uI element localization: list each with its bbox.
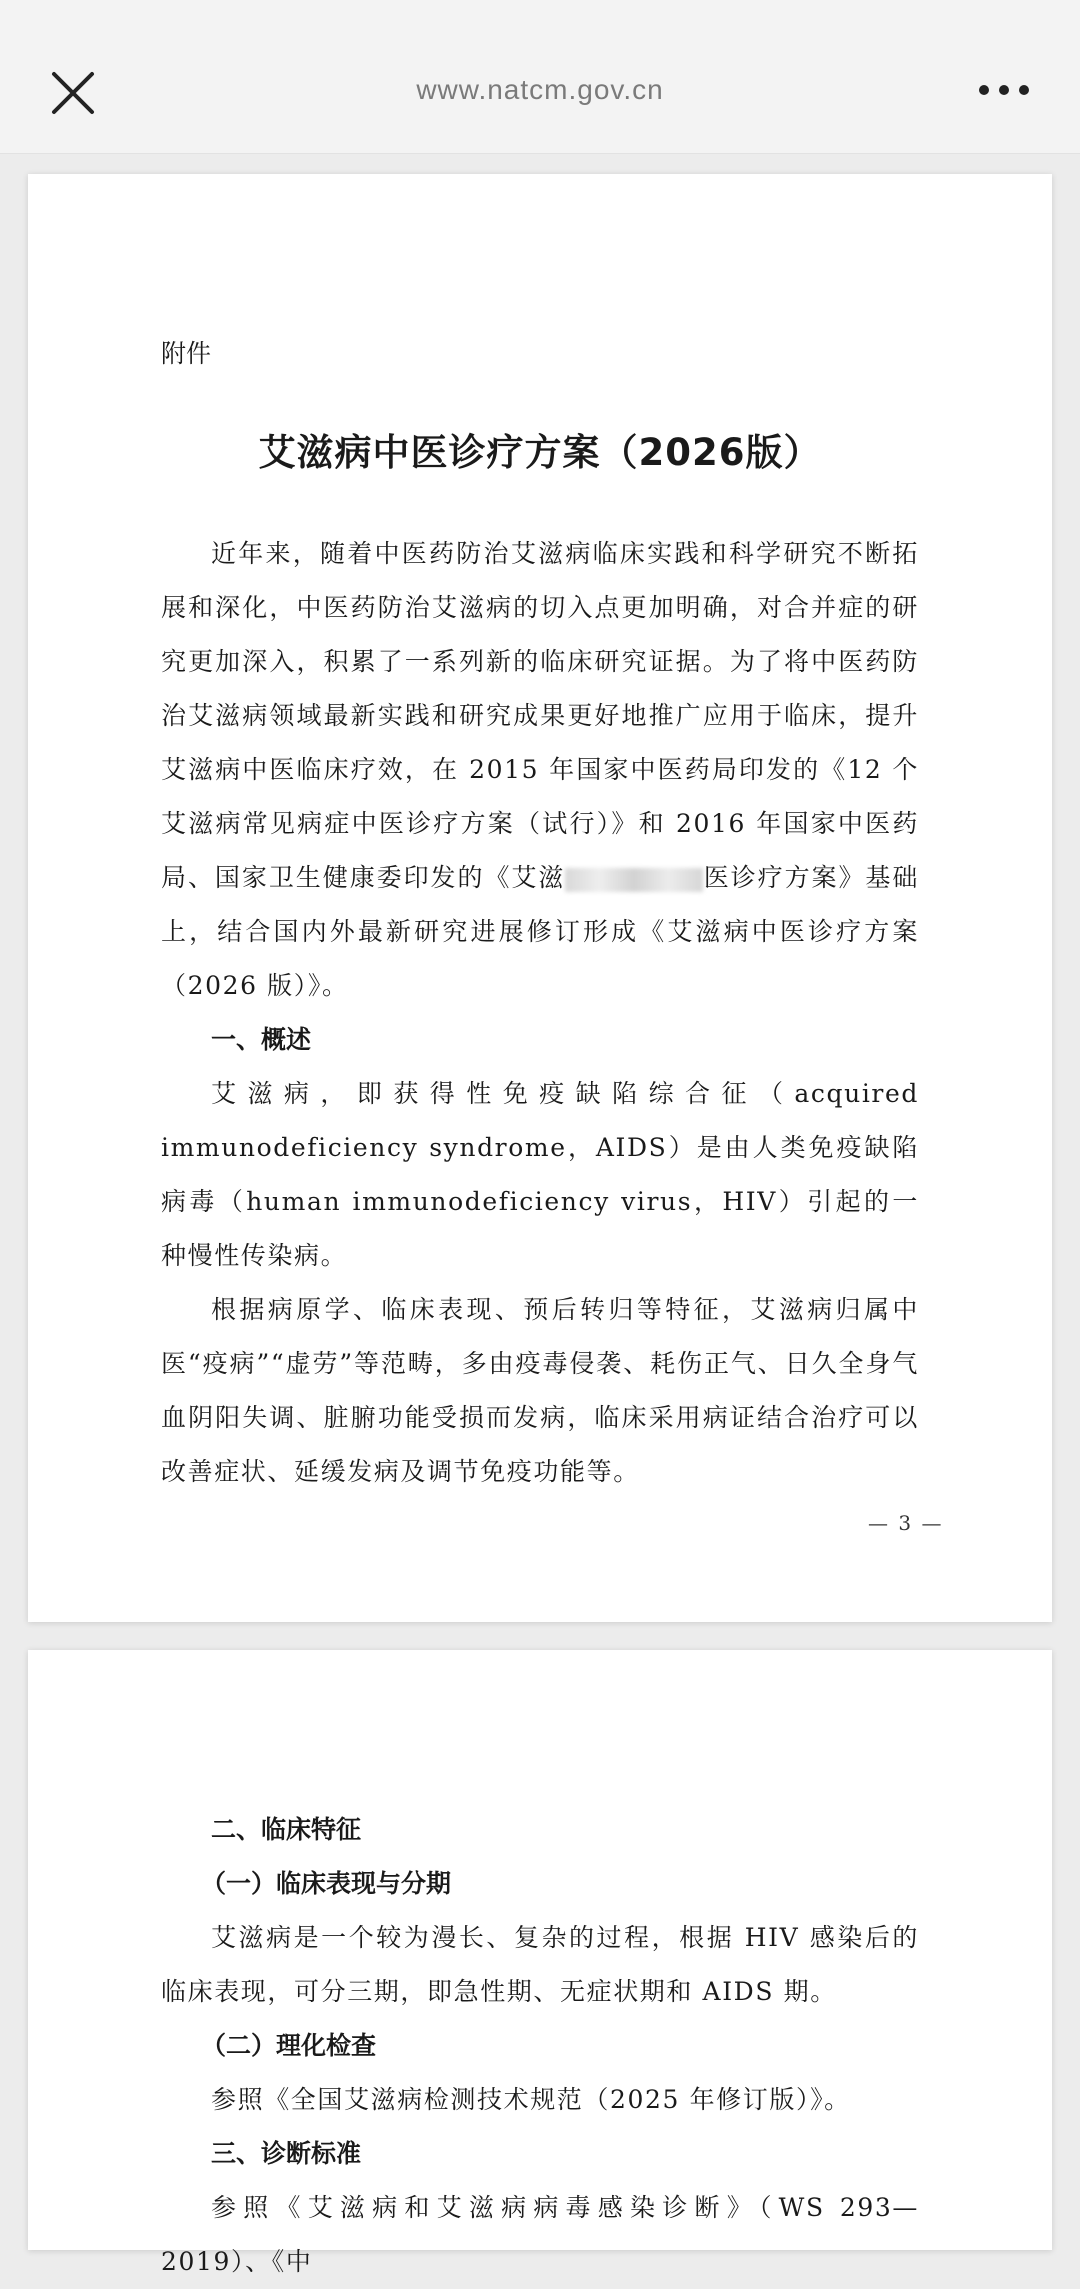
section-1-paragraph-1: 艾滋病，即获得性免疫缺陷综合征（acquired immunodeficiency syndrome，AIDS）是由人类免疫缺陷病毒（human immunodeficiency virus，HIV）引起的一种慢性传染病。	[161, 1079, 919, 1270]
section-3-heading: 三、诊断标准	[211, 2139, 362, 2168]
document-page-2	[28, 1650, 1052, 2276]
subsection-1-heading: （一）临床表现与分期	[201, 1869, 452, 1898]
page-number: — 3 —	[868, 1511, 944, 1535]
subsection-2-paragraph: 参照《全国艾滋病检测技术规范（2025 年修订版）》。	[211, 2085, 851, 2114]
document-title: 艾滋病中医诊疗方案（2026版）	[258, 431, 822, 474]
redacted-blur	[565, 868, 703, 892]
intro-text-start: 近年来，随着中医药防治艾滋病临床实践和科学研究不断拓展和深化，中医药防治艾滋病的切入点更加明确，对合并症的研究更加深入，积累了一系列新的临床研究证据。为了将中医药防治艾滋病领域最新实践和研究成果更好地推广应用于临床，提升艾滋病中医临床疗效，在 2015 年国家中医药局印发的《12 个艾滋病常见病症中医诊疗方案（试行）》和 2016 年国家中医药局、国家卫生健康委印发的《艾滋	[161, 539, 919, 892]
subsection-1-paragraph: 艾滋病是一个较为漫长、复杂的过程，根据 HIV 感染后的临床表现，可分三期，即急性期、无症状期和 AIDS 期。	[161, 1923, 919, 2006]
section-1-paragraph-2: 根据病原学、临床表现、预后转归等特征，艾滋病归属中医“疫病”“虚劳”等范畴，多由疫毒侵袭、耗伤正气、日久全身气血阴阳失调、脏腑功能受损而发病，临床采用病证结合治疗可以改善症状、延缓发病及调节免疫功能等。	[161, 1295, 919, 1486]
intro-text-end: 医诊疗方案》基础上，结合国内外最新研究进展修订形成《艾滋病中医诊疗方案（2026 版）》。	[161, 863, 919, 1000]
browser-top-bar	[0, 0, 1080, 154]
more-dots-icon[interactable]	[976, 80, 1036, 108]
section-1-heading: 一、概述	[211, 1025, 312, 1054]
section-2-heading: 二、临床特征	[211, 1815, 362, 1844]
subsection-2-heading: （二）理化检查	[201, 2031, 377, 2060]
url-display: www.natcm.gov.cn	[416, 74, 664, 105]
attachment-label: 附件	[161, 339, 212, 368]
intro-paragraph	[161, 527, 919, 1013]
document-page-1	[28, 174, 1052, 1622]
section-3-paragraph: 参照《艾滋病和艾滋病病毒感染诊断》（WS 293—2019）、《中	[161, 2193, 919, 2276]
